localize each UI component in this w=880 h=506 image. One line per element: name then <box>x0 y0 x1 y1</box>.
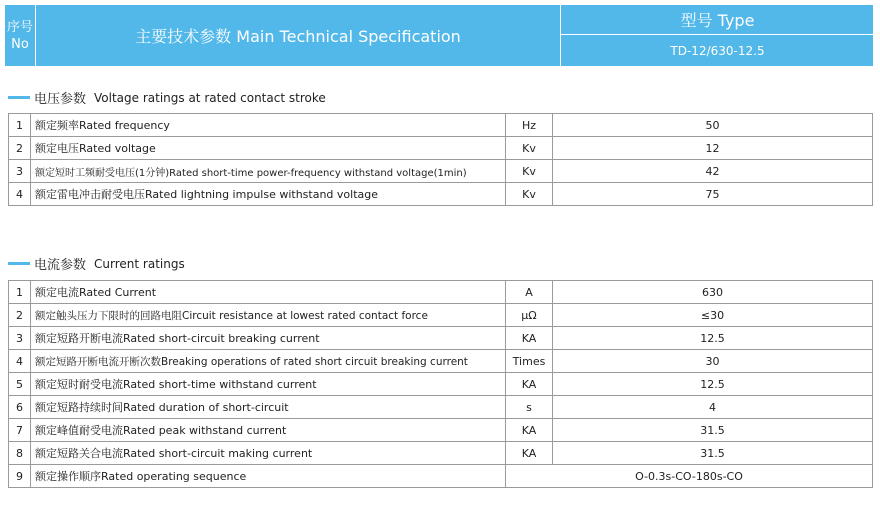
table-row <box>9 465 873 488</box>
row-desc: 额定频率Rated frequency <box>31 114 506 137</box>
current-section-title-en: Current ratings <box>94 256 185 271</box>
row-no: 1 <box>9 281 31 304</box>
row-value: 12.5 <box>553 327 873 350</box>
row-value: 4 <box>553 396 873 419</box>
row-no: 3 <box>9 327 31 350</box>
current-table <box>8 280 873 488</box>
row-desc: 额定短路开断电流Rated short-circuit breaking current <box>31 327 506 350</box>
row-no: 8 <box>9 442 31 465</box>
row-value: 31.5 <box>553 442 873 465</box>
voltage-section-title <box>8 88 326 107</box>
row-value: 42 <box>553 160 873 183</box>
header-title: 主要技术参数 Main Technical Specification <box>135 27 461 46</box>
header-type-cell <box>560 5 874 66</box>
table-row <box>9 419 873 442</box>
row-no: 9 <box>9 465 31 488</box>
row-value: 12 <box>553 137 873 160</box>
row-unit: KA <box>506 419 553 442</box>
header-no-cell <box>5 5 36 66</box>
row-value: O-0.3s-CO-180s-CO <box>506 465 873 488</box>
table-row <box>9 183 873 206</box>
section-accent-bar <box>8 96 30 99</box>
row-desc: 额定短时耐受电流Rated short-time withstand current <box>31 373 506 396</box>
row-unit: KA <box>506 442 553 465</box>
row-value: 31.5 <box>553 419 873 442</box>
table-row <box>9 137 873 160</box>
table-row <box>9 350 873 373</box>
row-unit: Kv <box>506 160 553 183</box>
row-unit: Kv <box>506 137 553 160</box>
voltage-section-title-en: Voltage ratings at rated contact stroke <box>94 90 326 105</box>
row-value: 630 <box>553 281 873 304</box>
row-desc: 额定电压Rated voltage <box>31 137 506 160</box>
row-no: 6 <box>9 396 31 419</box>
voltage-table <box>8 113 873 206</box>
spec-header <box>5 5 873 66</box>
row-unit: μΩ <box>506 304 553 327</box>
row-no: 5 <box>9 373 31 396</box>
row-value: 30 <box>553 350 873 373</box>
table-row <box>9 373 873 396</box>
row-value: 50 <box>553 114 873 137</box>
row-unit: KA <box>506 327 553 350</box>
header-no-en: No <box>11 36 29 52</box>
voltage-section-title-cn: 电压参数 <box>34 92 87 107</box>
row-unit: A <box>506 281 553 304</box>
header-no-cn: 序号 <box>6 19 33 35</box>
row-desc: 额定短路开断电流开断次数Breaking operations of rated short circuit breaking current <box>31 350 506 373</box>
table-row <box>9 304 873 327</box>
table-row <box>9 442 873 465</box>
header-model: TD-12/630-12.5 <box>670 43 765 58</box>
table-row <box>9 281 873 304</box>
header-type-label: 型号 Type <box>561 5 874 35</box>
row-no: 2 <box>9 304 31 327</box>
row-desc: 额定短路关合电流Rated short-circuit making current <box>31 442 506 465</box>
table-row <box>9 327 873 350</box>
row-desc: 额定操作顺序Rated operating sequence <box>31 465 506 488</box>
table-row <box>9 396 873 419</box>
current-section-title <box>8 254 185 273</box>
row-unit: Times <box>506 350 553 373</box>
row-desc: 额定触头压力下限时的回路电阻Circuit resistance at lowest rated contact force <box>31 304 506 327</box>
row-unit: KA <box>506 373 553 396</box>
row-desc: 额定峰值耐受电流Rated peak withstand current <box>31 419 506 442</box>
row-value: ≤30 <box>553 304 873 327</box>
row-desc: 额定雷电冲击耐受电压Rated lightning impulse withstand voltage <box>31 183 506 206</box>
row-no: 7 <box>9 419 31 442</box>
row-no: 3 <box>9 160 31 183</box>
row-desc: 额定短时工频耐受电压(1分钟)Rated short-time power-frequency withstand voltage(1min) <box>31 160 506 183</box>
row-desc: 额定电流Rated Current <box>31 281 506 304</box>
row-desc: 额定短路持续时间Rated duration of short-circuit <box>31 396 506 419</box>
row-unit: Hz <box>506 114 553 137</box>
row-unit: s <box>506 396 553 419</box>
table-row <box>9 114 873 137</box>
row-value: 12.5 <box>553 373 873 396</box>
table-row <box>9 160 873 183</box>
row-no: 4 <box>9 183 31 206</box>
row-unit: Kv <box>506 183 553 206</box>
row-no: 2 <box>9 137 31 160</box>
row-no: 1 <box>9 114 31 137</box>
row-value: 75 <box>553 183 873 206</box>
row-no: 4 <box>9 350 31 373</box>
current-section-title-cn: 电流参数 <box>34 258 87 273</box>
section-accent-bar <box>8 262 30 265</box>
